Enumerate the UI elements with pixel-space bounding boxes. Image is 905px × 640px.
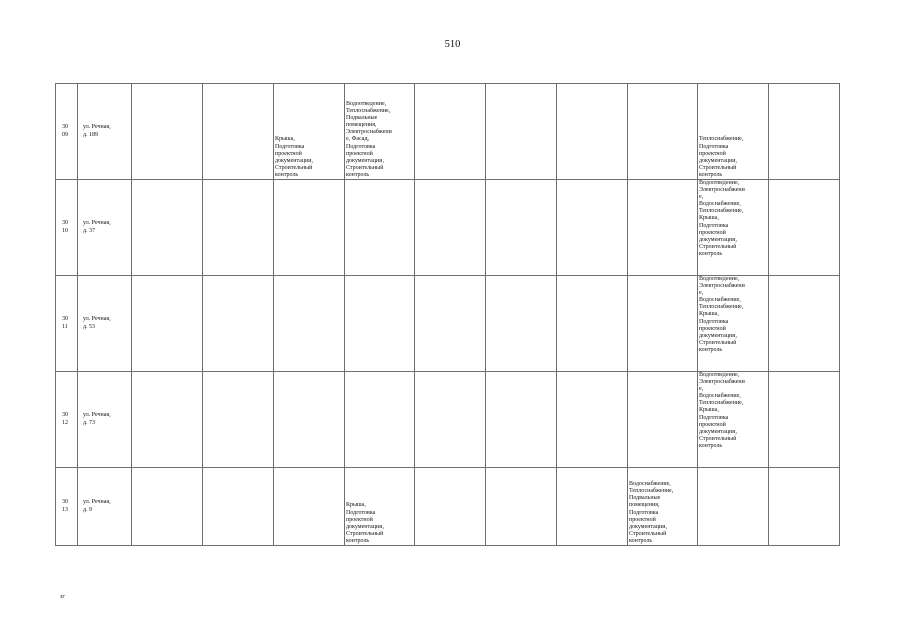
empty-cell: [769, 276, 840, 372]
empty-cell: [557, 180, 628, 276]
repair-schedule-table: [55, 83, 840, 546]
works-cell: [628, 84, 698, 180]
works-cell: [345, 180, 415, 276]
empty-cell: [486, 84, 557, 180]
table-row: [56, 84, 840, 180]
empty-cell: [769, 372, 840, 468]
works-cell: [698, 468, 769, 546]
empty-cell: [203, 372, 274, 468]
row-number: 30 13: [56, 468, 78, 546]
empty-cell: [486, 180, 557, 276]
works-cell: [628, 180, 698, 276]
empty-cell: [557, 468, 628, 546]
address-cell: ул. Речная, д. 73: [78, 372, 132, 468]
empty-cell: [203, 276, 274, 372]
empty-cell: [203, 180, 274, 276]
works-cell: Водоотведение, Электроснабжени е, Водоснабжение, Теплоснабжение, Крыша, Подготовка проектной документации, Строительный контроль: [698, 276, 769, 372]
works-cell: [274, 468, 345, 546]
empty-cell: [769, 180, 840, 276]
page-number: 510: [444, 39, 461, 50]
empty-cell: [132, 468, 203, 546]
empty-cell: [132, 180, 203, 276]
works-cell: [274, 276, 345, 372]
empty-cell: [203, 468, 274, 546]
empty-cell: [486, 372, 557, 468]
address-cell: ул. Речная, д. 37: [78, 180, 132, 276]
empty-cell: [415, 84, 486, 180]
empty-cell: [557, 276, 628, 372]
empty-cell: [486, 276, 557, 372]
row-number: 30 09: [56, 84, 78, 180]
empty-cell: [415, 372, 486, 468]
empty-cell: [132, 276, 203, 372]
address-cell: ул. Речная, д. 53: [78, 276, 132, 372]
row-number: 30 10: [56, 180, 78, 276]
empty-cell: [769, 84, 840, 180]
empty-cell: [415, 180, 486, 276]
empty-cell: [486, 468, 557, 546]
table-row: [56, 468, 840, 546]
works-cell: [345, 276, 415, 372]
empty-cell: [415, 468, 486, 546]
table-row: [56, 372, 840, 468]
address-cell: ул. Речная, д. 9: [78, 468, 132, 546]
works-cell: [628, 276, 698, 372]
works-cell: Крыша, Подготовка проектной документации, Строительный контроль: [345, 468, 415, 546]
empty-cell: [557, 372, 628, 468]
empty-cell: [557, 84, 628, 180]
works-cell: Водоотведение, Электроснабжени е, Водоснабжение, Теплоснабжение, Крыша, Подготовка проектной документации, Строительный контроль: [698, 372, 769, 468]
footer-mark: зг: [60, 594, 65, 600]
works-cell: [345, 372, 415, 468]
empty-cell: [132, 372, 203, 468]
empty-cell: [203, 84, 274, 180]
empty-cell: [769, 468, 840, 546]
empty-cell: [132, 84, 203, 180]
table-row: [56, 180, 840, 276]
works-cell: [628, 372, 698, 468]
row-number: 30 11: [56, 276, 78, 372]
row-number: 30 12: [56, 372, 78, 468]
works-cell: [274, 372, 345, 468]
works-cell: Теплоснабжение, Подготовка проектной документации, Строительный контроль: [698, 84, 769, 180]
empty-cell: [415, 276, 486, 372]
works-cell: Водоотведение, Теплоснабжение, Подвальные помещения, Электроснабжени е, Фасад, Подготовка проектной документации, Строительный контроль: [345, 84, 415, 180]
works-cell: Водоотведение, Электроснабжени е, Водоснабжение, Теплоснабжение, Крыша, Подготовка проектной документации, Строительный контроль: [698, 180, 769, 276]
works-cell: Крыша, Подготовка проектной документации, Строительный контроль: [274, 84, 345, 180]
works-cell: [274, 180, 345, 276]
table-row: [56, 276, 840, 372]
works-cell: Водоснабжение, Теплоснабжение, Подвальные помещения, Подготовка проектной документации, Строительный контроль: [628, 468, 698, 546]
address-cell: ул. Речная, д. 189: [78, 84, 132, 180]
